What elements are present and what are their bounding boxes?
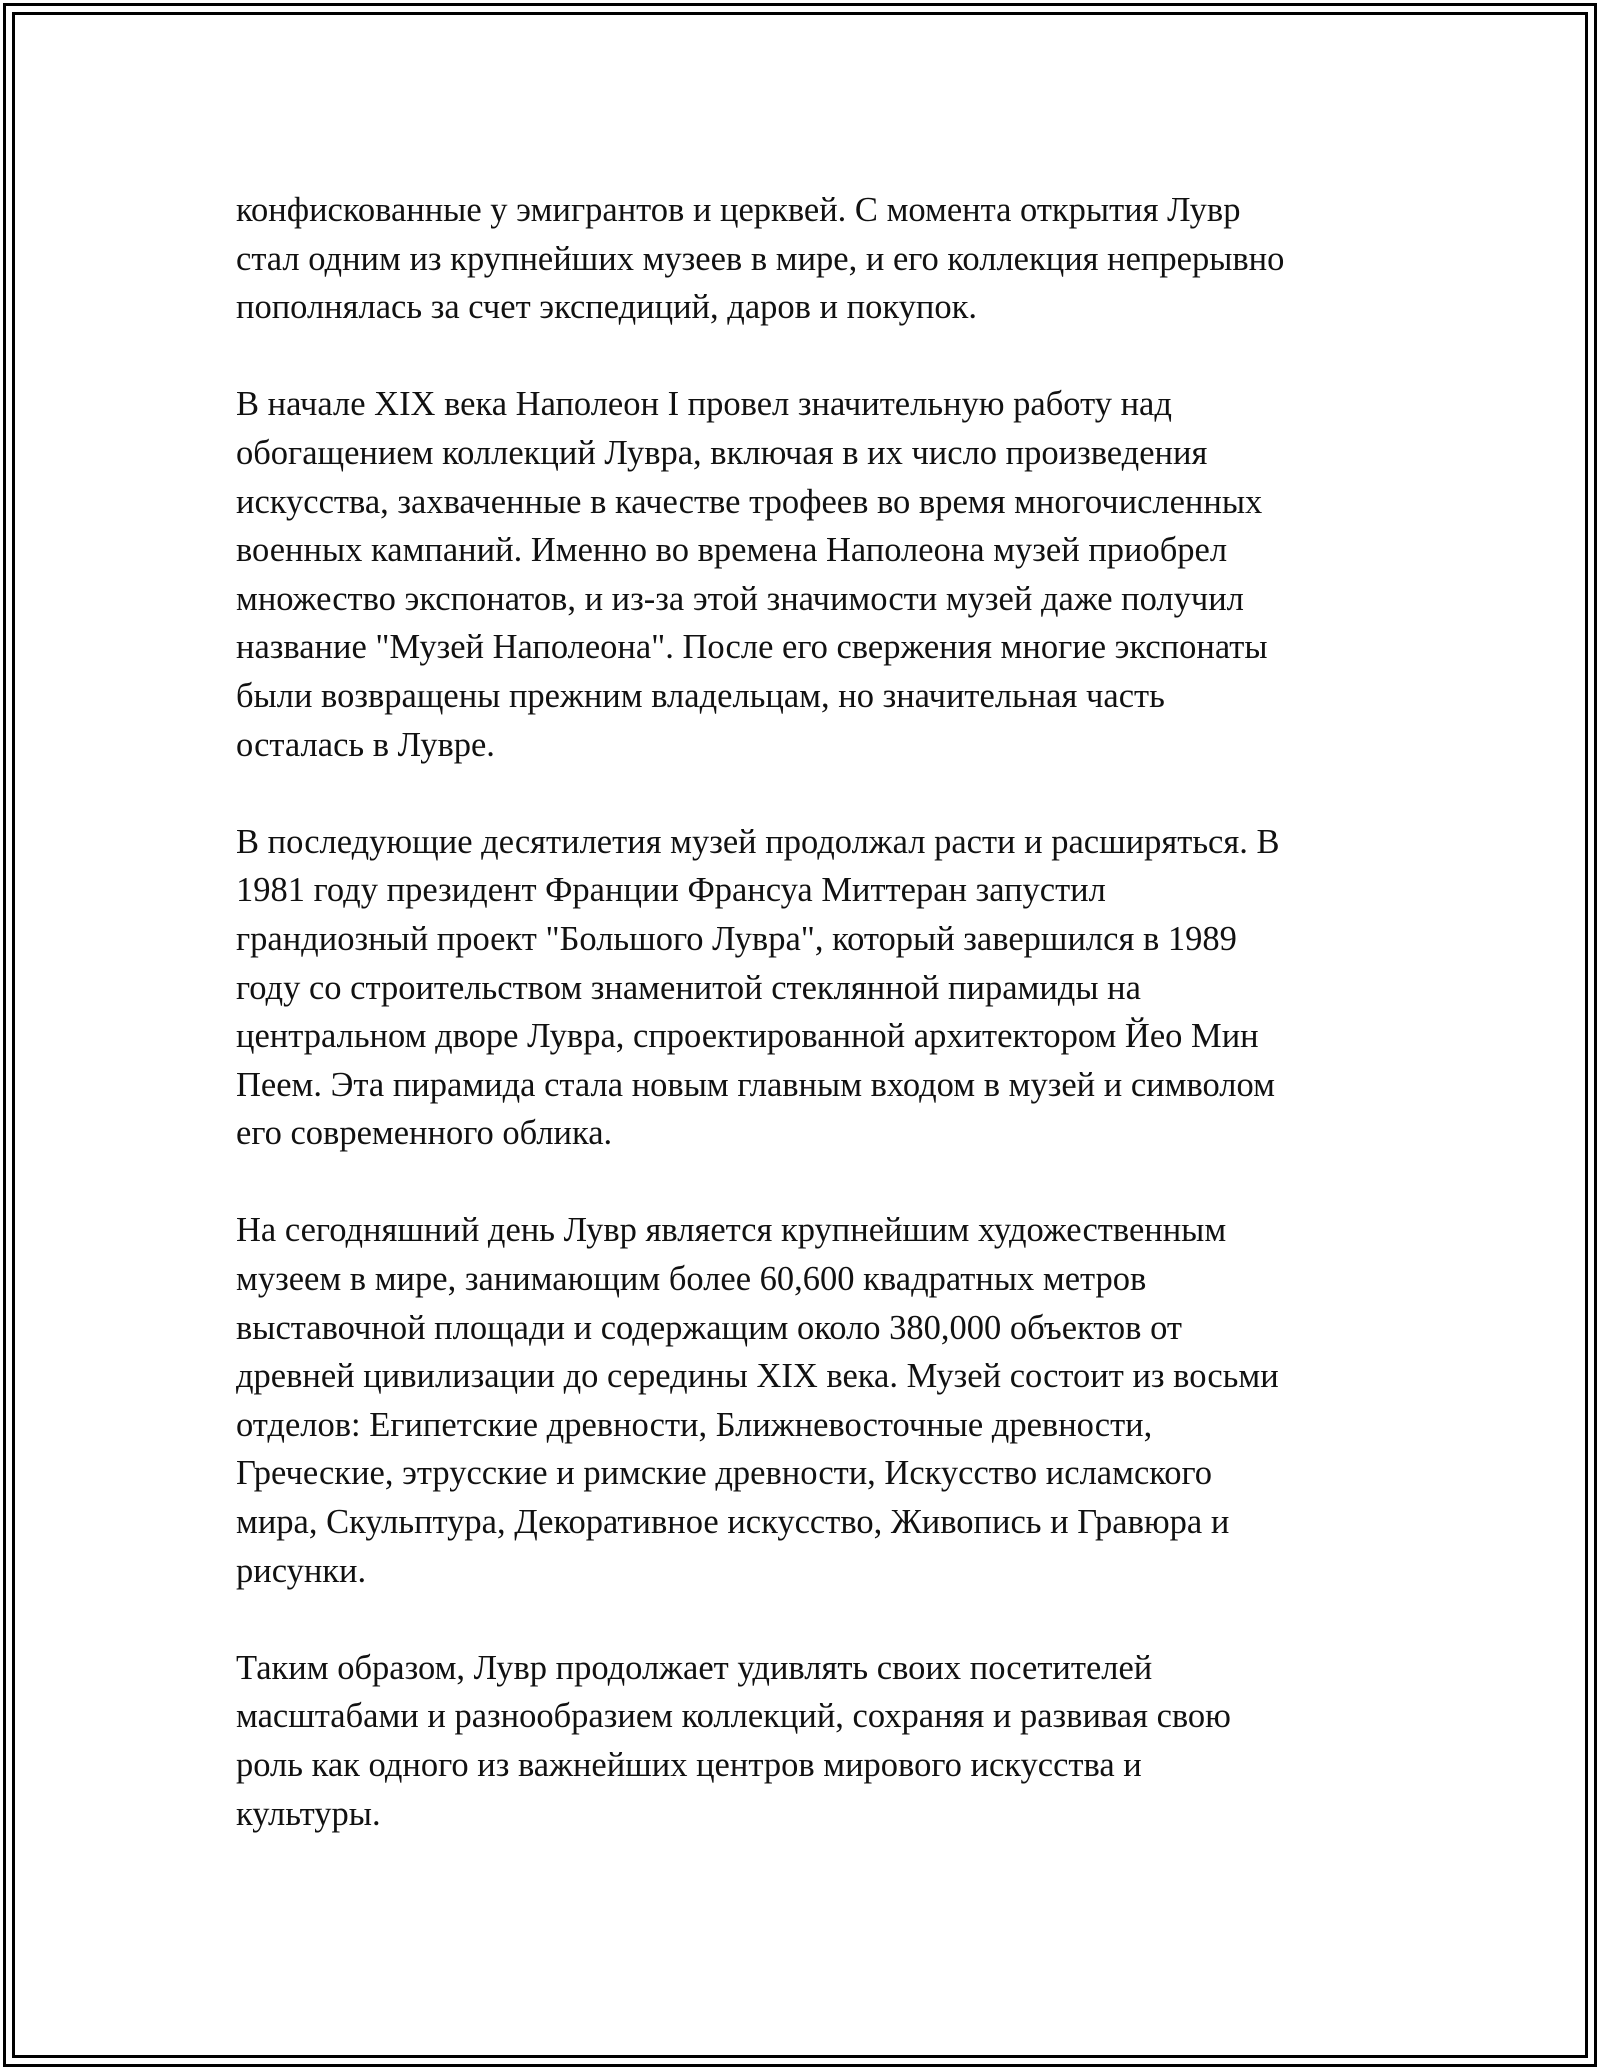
text-line: году со строительством знаменитой стеклянной пирамиды на xyxy=(236,968,1141,1007)
text-line: масштабами и разнообразием коллекций, сохраняя и развивая свою xyxy=(236,1697,1231,1736)
paragraph-1 xyxy=(236,186,1366,332)
text-line: отделов: Египетские древности, Ближневосточные древности, xyxy=(236,1405,1153,1444)
text-line: рисунки. xyxy=(236,1551,367,1590)
paragraph-5 xyxy=(236,1644,1366,1838)
text-line: В начале XIX века Наполеон I провел значительную работу над xyxy=(236,385,1172,424)
text-line: конфискованные у эмигрантов и церквей. С момента открытия Лувр xyxy=(236,191,1241,229)
text-line: Таким образом, Лувр продолжает удивлять своих посетителей xyxy=(236,1648,1153,1687)
text-line: множество экспонатов, и из-за этой значимости музей даже получил xyxy=(236,579,1244,618)
text-line: Пеем. Эта пирамида стала новым главным входом в музей и символом xyxy=(236,1065,1275,1104)
text-line: мира, Скульптура, Декоративное искусство, Живопись и Гравюра и xyxy=(236,1503,1230,1542)
text-line: название "Музей Наполеона". После его свержения многие экспонаты xyxy=(236,628,1268,667)
text-line: искусства, захваченные в качестве трофеев во время многочисленных xyxy=(236,482,1263,521)
document-body xyxy=(236,186,1366,1887)
paragraph-2 xyxy=(236,380,1366,769)
text-line: культуры. xyxy=(236,1794,381,1833)
text-line: центральном дворе Лувра, спроектированной архитектором Йео Мин xyxy=(236,1017,1259,1056)
text-line: его современного облика. xyxy=(236,1114,613,1153)
paragraph-4 xyxy=(236,1206,1366,1595)
text-line: пополнялась за счет экспедиций, даров и покупок. xyxy=(236,288,977,327)
text-line: выставочной площади и содержащим около 380,000 объектов от xyxy=(236,1308,1182,1347)
text-line: были возвращены прежним владельцам, но значительная часть xyxy=(236,676,1165,715)
text-line: древней цивилизации до середины XIX века. Музей состоит из восьми xyxy=(236,1357,1279,1396)
text-line: грандиозный проект "Большого Лувра", который завершился в 1989 xyxy=(236,919,1237,958)
text-line: Греческие, этрусские и римские древности, Искусство исламского xyxy=(236,1454,1213,1493)
text-line: военных кампаний. Именно во времена Наполеона музей приобрел xyxy=(236,531,1228,570)
text-line: В последующие десятилетия музей продолжал расти и расширяться. В xyxy=(236,822,1280,861)
paragraph-3 xyxy=(236,818,1366,1158)
text-line: На сегодняшний день Лувр является крупнейшим художественным xyxy=(236,1211,1227,1250)
text-line: осталась в Лувре. xyxy=(236,725,495,764)
text-line: музеем в мире, занимающим более 60,600 квадратных метров xyxy=(236,1260,1147,1299)
text-line: обогащением коллекций Лувра, включая в их число произведения xyxy=(236,433,1208,472)
text-line: 1981 году президент Франции Франсуа Миттеран запустил xyxy=(236,871,1106,910)
text-line: роль как одного из важнейших центров мирового искусства и xyxy=(236,1746,1142,1784)
text-line: стал одним из крупнейших музеев в мире, и его коллекция непрерывно xyxy=(236,239,1285,278)
